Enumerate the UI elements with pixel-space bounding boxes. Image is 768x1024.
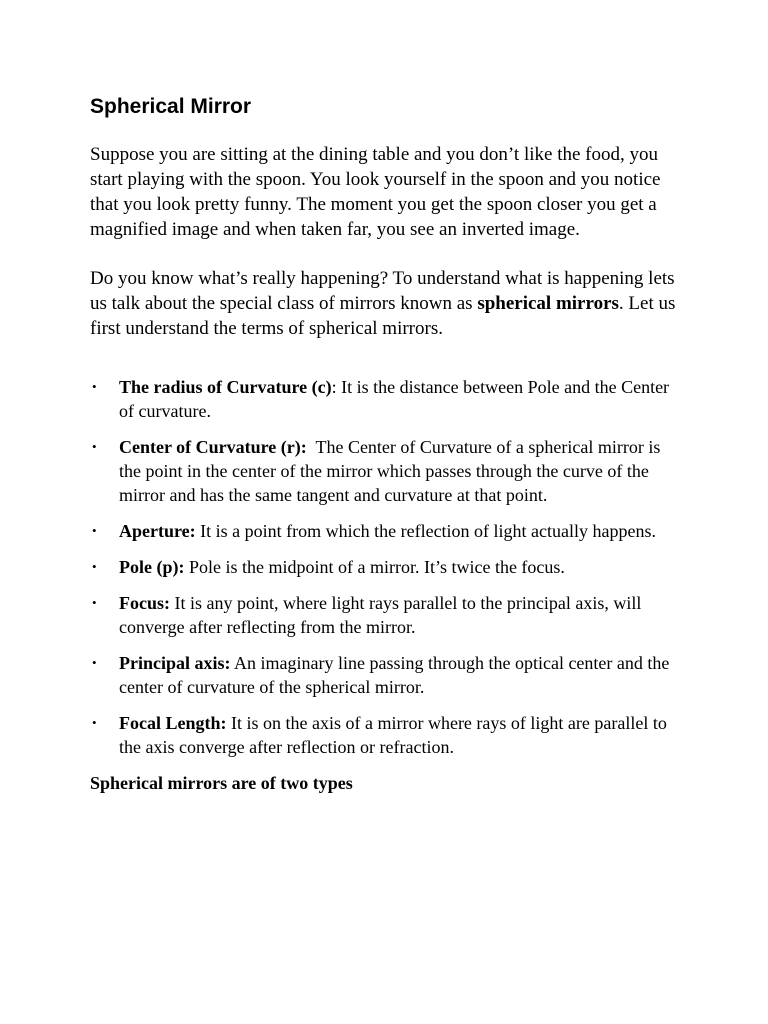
spherical-mirrors-bold: spherical mirrors xyxy=(477,293,619,314)
term-definition: Pole is the midpoint of a mirror. It’s twice the focus. xyxy=(184,557,565,577)
term-definition: The Center of Curvature of a spherical mirror is the point in the center of the mirror which passes through the curve of the mirror and has the same tangent and curvature at that point. xyxy=(119,437,665,505)
term-label: Principal axis: xyxy=(119,653,231,673)
bullet-icon: • xyxy=(92,595,97,610)
term-item-radius-of-curvature xyxy=(90,375,680,423)
term-label: Focal Length: xyxy=(119,713,227,733)
term-definition: It is a point from which the reflection of light actually happens. xyxy=(195,521,657,541)
intro-paragraph: Suppose you are sitting at the dining table and you don’t like the food, you start playing with the spoon. You look yourself in the spoon and you notice that you look pretty funny. The moment you get the spoon closer you get a magnified image and when taken far, you see an inverted image. xyxy=(90,144,661,240)
term-definition: An imaginary line passing through the optical center and the center of curvature of the spherical mirror. xyxy=(119,653,670,697)
question-paragraph-text-before: Do you know what’s really happening? To understand what is happening lets us talk about the special class of mirrors known as xyxy=(90,268,675,314)
terms-list xyxy=(90,375,680,759)
term-label: Focus: xyxy=(119,593,170,613)
term-label: Pole (p): xyxy=(119,557,185,577)
page-title: Spherical Mirror xyxy=(90,95,252,118)
term-item-aperture xyxy=(90,519,680,543)
term-definition: It is on the axis of a mirror where rays of light are parallel to the axis converge after reflection or refraction. xyxy=(119,713,667,757)
term-label: Center of Curvature (r): xyxy=(119,437,307,457)
question-paragraph-text-after: . Let us first understand the terms of spherical mirrors. xyxy=(90,293,676,339)
term-label: Aperture: xyxy=(119,521,196,541)
term-item-center-of-curvature xyxy=(90,435,680,507)
section-subheading: Spherical mirrors are of two types xyxy=(90,773,353,793)
term-item-pole xyxy=(90,555,680,579)
term-item-focus xyxy=(90,591,680,639)
term-item-principal-axis xyxy=(90,651,680,699)
bullet-icon: • xyxy=(92,559,97,574)
bullet-icon: • xyxy=(92,439,97,454)
bullet-icon: • xyxy=(92,655,97,670)
term-definition: : It is the distance between Pole and the Center of curvature. xyxy=(119,377,670,421)
question-paragraph xyxy=(90,266,680,341)
bullet-icon: • xyxy=(92,523,97,538)
term-item-focal-length xyxy=(90,711,680,759)
bullet-icon: • xyxy=(92,379,97,394)
term-definition: It is any point, where light rays parallel to the principal axis, will converge after reflecting from the mirror. xyxy=(119,593,642,637)
term-label: The radius of Curvature (c) xyxy=(119,377,332,397)
bullet-icon: • xyxy=(92,715,97,730)
document-content xyxy=(90,92,680,795)
